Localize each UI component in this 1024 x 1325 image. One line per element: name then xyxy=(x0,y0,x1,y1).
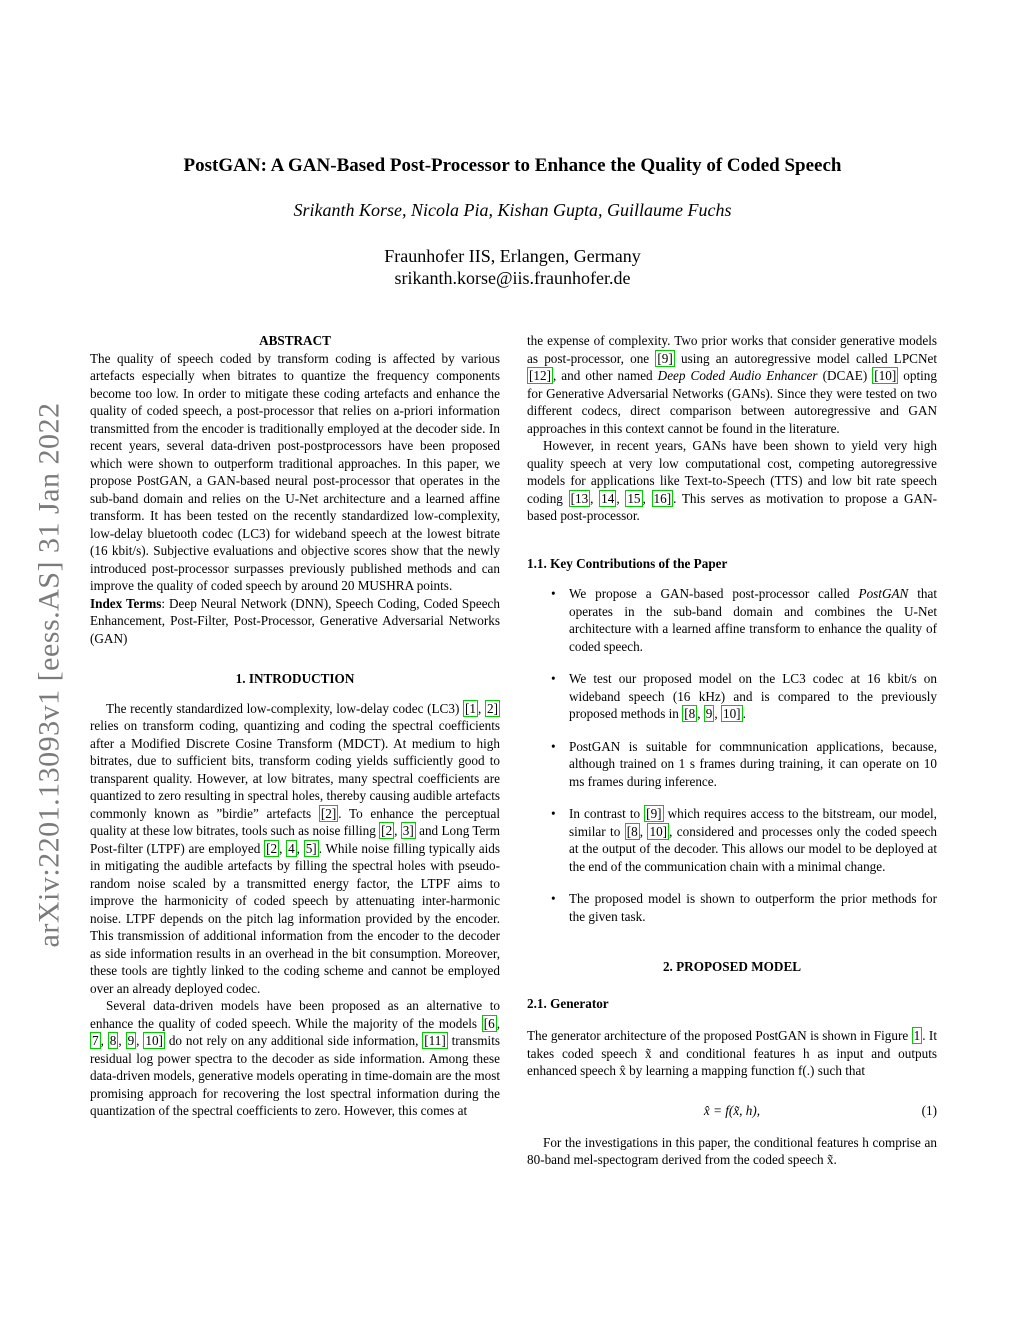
citation-link[interactable]: [8 xyxy=(626,823,638,839)
intro-p1-text-b: relies on transform coding, quantizing and coding the spectral coefficients after a Modified Discrete Cosine Transform (MDCT). At medium to high bitrates, due to sufficient bits, transform coding yields sufficiently good to transparent quality. However, at low bitrates, many spectral coefficients are quantized to zero resulting in spectral holes, thereby causing audible artefacts commonly known as ”birdie” artefacts xyxy=(90,718,500,821)
citation-link[interactable]: [2 xyxy=(381,823,393,838)
citation-link[interactable]: 10] xyxy=(649,823,668,839)
citation-link[interactable]: 14 xyxy=(601,490,615,506)
intro-paragraph-2 xyxy=(90,997,500,1120)
equation-1 xyxy=(527,1102,937,1124)
contributions-heading: 1.1. Key Contributions of the Paper xyxy=(527,555,728,571)
intro-p3-text-a: the expense of complexity. Two prior works that consider generative models as post-processor, one xyxy=(527,333,937,366)
citation-link[interactable]: [2 xyxy=(266,840,278,856)
model-p1-text-a: The generator architecture of the proposed PostGAN is shown in Figure xyxy=(527,1028,912,1043)
bullet-4-text-c: , considered and processes only the coded speech at the output of the decoder. This allows our model to be deployed at the end of the communication chain with a minimal change. xyxy=(569,823,938,874)
citation-link[interactable]: 8 xyxy=(109,1033,117,1048)
generator-heading: 2.1. Generator xyxy=(527,995,609,1011)
index-terms-text: : Deep Neural Network (DNN), Speech Coding, Coded Speech Enhancement, Post-Filter, Post-Processor, Generative Adversarial Networks (GAN) xyxy=(90,595,500,646)
equation-expression: x̂ = f(x̃, h), xyxy=(703,1102,761,1118)
paper-title: PostGAN: A GAN-Based Post-Processor to Enhance the Quality of Coded Speech xyxy=(183,155,842,176)
bullet-4-text-b: which requires access to the bitstream, our model, similar to xyxy=(569,806,937,839)
intro-p3-text-e: opting for Generative Adversarial Networks (GANs). Since they were tested on two different codecs, direct comparison between autoregressive and GAN approaches in this context cannot be found in the literature. xyxy=(527,368,937,436)
intro-p1-text-e: . While noise filling typically aids in mitigating the audible artefacts by filling the spectral holes with pseudo-random noise scaled by a transmitted energy factor, the LTPF aims to improve the harmonicity of coded speech by attenuating inter-harmonic noise. LTPF depends on the pitch lag information provided by the encoder. This transmission of additional information from the encoder to the decoder as side information results in an overhead in the bit consumption. Moreover, these tools are tightly linked to the coding scheme and cannot be employed over an already deployed codec. xyxy=(90,840,500,996)
intro-p3-italic: Deep Coded Audio Enhancer xyxy=(657,368,818,383)
author-email: srikanth.korse@iis.fraunhofer.de xyxy=(394,268,631,288)
intro-p4-text-b: . This serves as motivation to propose a GAN-based post-processor. xyxy=(527,490,937,523)
citation-separator: , xyxy=(118,1033,126,1048)
citation-separator: , xyxy=(642,490,652,506)
citation-link[interactable]: [13 xyxy=(570,490,589,506)
citation-link[interactable]: 9 xyxy=(127,1033,135,1048)
proposed-model-heading: 2. PROPOSED MODEL xyxy=(662,959,802,974)
figure-link[interactable]: 1 xyxy=(913,1028,921,1043)
contributions-list xyxy=(527,585,937,925)
citation-separator: , xyxy=(478,700,486,716)
right-column xyxy=(527,332,937,1169)
citation-link[interactable]: 15 xyxy=(627,490,641,506)
bullet-1-text-a: We propose a GAN-based post-processor called xyxy=(569,586,859,601)
citation-link[interactable]: 9 xyxy=(705,706,713,721)
left-column xyxy=(90,332,500,1120)
citation-link[interactable]: [10] xyxy=(874,368,897,383)
citation-separator: , xyxy=(496,1015,500,1031)
citation-link[interactable]: 10] xyxy=(145,1033,163,1048)
citation-separator: , xyxy=(100,1033,108,1048)
intro-p2-text-c: transmits residual log power spectra to the decoder as side information. Among these data-driven models, generative models operating in time-domain are the most promising approach for recovering the lost spectral information during the quantization of the spectral coefficients to zero. However, this comes at xyxy=(90,1033,500,1118)
citation-link[interactable]: 7 xyxy=(92,1033,99,1048)
intro-paragraph-1 xyxy=(90,700,500,998)
index-terms xyxy=(90,595,500,648)
index-terms-label: Index Terms xyxy=(90,595,162,611)
bullet-2-text-a: We test our proposed model on the LC3 codec at 16 kbit/s on wideband speech (16 kHz) and is compared to the previously proposed methods in xyxy=(569,671,937,721)
arxiv-side-identifier xyxy=(24,350,74,1000)
citation-link[interactable]: 4 xyxy=(288,840,295,856)
intro-p3-text-c: , and other named xyxy=(552,368,658,383)
affiliation: Fraunhofer IIS, Erlangen, Germany xyxy=(384,246,641,266)
intro-heading: 1. INTRODUCTION xyxy=(235,671,355,686)
intro-p1-text-d: and Long Term Post-filter (LTPF) are employed xyxy=(90,823,501,856)
citation-separator: , xyxy=(639,823,648,839)
bullet-3-text: PostGAN is suitable for commnunication applications, because, although trained on 1 s frames during training, it can operate on 10 ms frames during inference. xyxy=(569,738,937,789)
citation-link[interactable]: [9] xyxy=(646,806,662,821)
list-item xyxy=(527,890,937,925)
citation-separator: , xyxy=(590,490,600,506)
bullet-1-text-b: that operates in the sub-band domain and combines the U-Net architecture with a learned affine transform to enhance the quality of coded speech. xyxy=(569,586,937,654)
bullet-2-text-b: . xyxy=(742,706,746,721)
citation-link[interactable]: 2] xyxy=(487,700,499,716)
citation-link[interactable]: [1 xyxy=(465,700,477,716)
citation-link[interactable]: [2] xyxy=(320,805,337,821)
bullet-5-text: The proposed model is shown to outperform the prior methods for the given task. xyxy=(569,891,937,924)
citation-link[interactable]: 16] xyxy=(653,490,672,506)
intro-paragraph-4 xyxy=(527,437,937,525)
list-item xyxy=(527,670,937,723)
citation-link[interactable]: [8 xyxy=(684,706,696,721)
citation-link[interactable]: [12] xyxy=(529,368,551,383)
equation-number: (1) xyxy=(921,1102,937,1118)
list-item xyxy=(527,805,937,875)
citation-separator: , xyxy=(394,823,401,838)
model-paragraph-1 xyxy=(527,1027,937,1080)
model-paragraph-2: For the investigations in this paper, the conditional features h comprise an 80-band mel-spectogram derived from the coded speech x̃. xyxy=(527,1134,937,1167)
paper-authors: Srikanth Korse, Nicola Pia, Kishan Gupta, Guillaume Fuchs xyxy=(293,200,732,220)
citation-separator: , xyxy=(136,1033,144,1048)
affiliation-block xyxy=(90,245,935,289)
model-p1-text-b: . It takes coded speech x̃ and conditional features h as input and outputs enhanced speech x̂ by learning a mapping function f(.) such that xyxy=(527,1028,937,1078)
intro-p1-text-a: The recently standardized low-complexity, low-delay codec (LC3) xyxy=(106,700,464,716)
citation-separator: , xyxy=(296,840,304,856)
abstract-text: The quality of speech coded by transform coding is affected by various artefacts especially when bitrates to quantize the frequency components become too low. In order to mitigate these coding artefacts and enhance the quality of coded speech, a post-processor that relies on a-priori information transmitted from the encoder is traditionally employed at the decoder side. In recent years, several data-driven post-postprocessors have been proposed which were shown to outperform traditional approaches. In this paper, we propose PostGAN, a GAN-based neural post-processor that operates in the sub-band domain and relies on the U-Net architecture and a learned affine transform. It has been tested on the recently standardized low-complexity, low-delay bluetooth codec (LC3) for wideband speech at the lowest bitrate (16 kbit/s). Subjective evaluations and objective scores show that the newly introduced post-processor surpasses previously published methods and can improve the quality of coded speech by around 20 MUSHRA points. xyxy=(90,350,500,593)
intro-paragraph-3 xyxy=(527,332,937,437)
citation-link[interactable]: [6 xyxy=(483,1015,495,1031)
intro-p4-text-a: However, in recent years, GANs have been shown to yield very high quality speech at very low computational cost, competing autoregressive models for applications like Text-to-Speech (TTS) and low bit rate speech coding xyxy=(527,438,937,506)
arxiv-identifier-text: arXiv:2201.13093v1 [eess.AS] 31 Jan 2022 xyxy=(32,402,66,948)
list-item xyxy=(527,585,937,655)
citation-link[interactable]: [11] xyxy=(424,1033,446,1048)
citation-separator: , xyxy=(279,840,287,856)
citation-link[interactable]: 3] xyxy=(402,823,414,838)
intro-p2-text-a: Several data-driven models have been proposed as an alternative to enhance the quality of coded speech. While the majority of the models xyxy=(90,998,500,1031)
bullet-1-italic: PostGAN xyxy=(858,586,909,601)
citation-link[interactable]: 5] xyxy=(305,840,317,856)
citation-separator: , xyxy=(714,706,721,721)
intro-p3-text-b: using an autoregressive model called LPCNet xyxy=(674,350,937,366)
bullet-4-text-a: In contrast to xyxy=(569,806,645,821)
intro-p1-text-c: . To enhance the perceptual quality at these low bitrates, tools such as noise filling xyxy=(90,805,500,838)
intro-p2-text-b: do not rely on any additional side information, xyxy=(164,1033,423,1048)
citation-link[interactable]: [9] xyxy=(657,350,673,366)
citation-link[interactable]: 10] xyxy=(722,706,741,721)
list-item xyxy=(527,738,937,791)
citation-separator: , xyxy=(616,490,626,506)
intro-p3-text-d: (DCAE) xyxy=(817,368,873,383)
abstract-heading: ABSTRACT xyxy=(259,333,331,348)
citation-separator: , xyxy=(697,706,704,721)
